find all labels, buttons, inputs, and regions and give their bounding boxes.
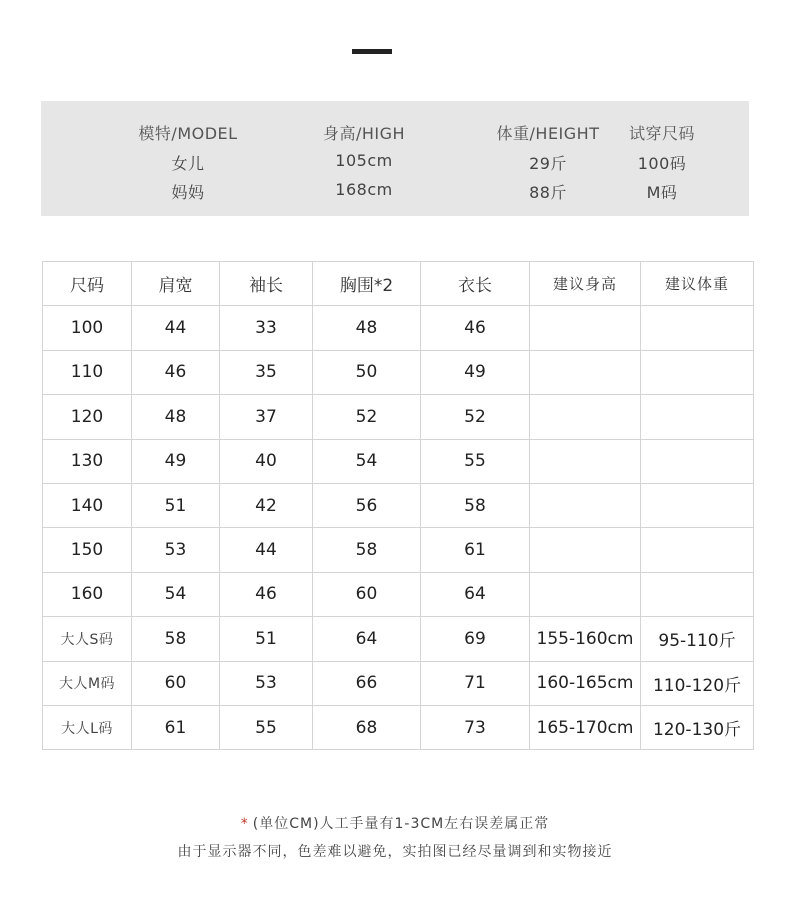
table-cell <box>641 439 754 483</box>
header-rec-height: 建议身高 <box>530 262 641 306</box>
table-cell: 50 <box>313 350 421 394</box>
model-cell: 女儿 <box>171 154 205 173</box>
table-cell: 33 <box>220 306 313 350</box>
table-cell: 60 <box>132 661 220 705</box>
table-cell: 60 <box>313 572 421 616</box>
table-cell <box>530 306 641 350</box>
model-column-name <box>103 101 273 216</box>
table-cell <box>530 439 641 483</box>
table-cell: 46 <box>132 350 220 394</box>
header-length: 衣长 <box>421 262 530 306</box>
table-cell <box>641 306 754 350</box>
table-cell: 48 <box>132 395 220 439</box>
table-row <box>43 306 754 350</box>
table-cell: 44 <box>220 528 313 572</box>
table-cell: 95-110斤 <box>641 617 754 661</box>
model-cell: 29斤 <box>529 154 567 173</box>
weight-header: 体重/HEIGHT <box>496 124 600 143</box>
table-cell <box>641 572 754 616</box>
table-cell: 35 <box>220 350 313 394</box>
table-cell: 61 <box>132 705 220 749</box>
table-cell: 54 <box>313 439 421 483</box>
table-cell: 120-130斤 <box>641 705 754 749</box>
model-cell: 105cm <box>335 151 393 170</box>
table-cell <box>530 572 641 616</box>
table-cell: 64 <box>313 617 421 661</box>
footnote-text-2: 由于显示器不同，色差难以避免，实拍图已经尽量调到和实物接近 <box>177 844 613 860</box>
table-cell: 110-120斤 <box>641 661 754 705</box>
table-cell: 48 <box>313 306 421 350</box>
table-cell: 51 <box>220 617 313 661</box>
table-cell: 55 <box>421 439 530 483</box>
table-cell: 52 <box>421 395 530 439</box>
table-cell <box>641 350 754 394</box>
table-cell: 140 <box>43 483 132 527</box>
header-chest: 胸围*2 <box>313 262 421 306</box>
table-cell: 66 <box>313 661 421 705</box>
table-cell: 44 <box>132 306 220 350</box>
table-cell: 51 <box>132 483 220 527</box>
model-cell: M码 <box>646 183 678 202</box>
table-cell: 160-165cm <box>530 661 641 705</box>
header-sleeve: 袖长 <box>220 262 313 306</box>
height-header: 身高/HIGH <box>322 124 406 143</box>
footnote-star: * <box>240 816 249 832</box>
model-cell: 88斤 <box>529 183 567 202</box>
table-cell: 大人L码 <box>43 705 132 749</box>
footnote-text-1: (单位CM)人工手量有1-3CM左右误差属正常 <box>252 816 550 832</box>
table-cell <box>530 350 641 394</box>
table-cell: 100 <box>43 306 132 350</box>
table-cell: 165-170cm <box>530 705 641 749</box>
table-cell: 55 <box>220 705 313 749</box>
table-row <box>43 483 754 527</box>
table-cell: 53 <box>220 661 313 705</box>
table-row <box>43 617 754 661</box>
table-cell: 58 <box>313 528 421 572</box>
table-cell: 42 <box>220 483 313 527</box>
table-row <box>43 572 754 616</box>
table-row <box>43 705 754 749</box>
table-cell: 155-160cm <box>530 617 641 661</box>
header-size: 尺码 <box>43 262 132 306</box>
model-header: 模特/MODEL <box>138 124 238 143</box>
model-cell: 妈妈 <box>171 183 205 202</box>
table-cell: 52 <box>313 395 421 439</box>
table-row <box>43 439 754 483</box>
table-cell <box>530 483 641 527</box>
table-cell: 40 <box>220 439 313 483</box>
table-cell: 54 <box>132 572 220 616</box>
table-cell: 46 <box>421 306 530 350</box>
size-table <box>42 261 754 750</box>
footnote-line-1 <box>0 813 790 833</box>
table-cell: 53 <box>132 528 220 572</box>
table-cell: 58 <box>132 617 220 661</box>
table-row <box>43 528 754 572</box>
table-cell: 150 <box>43 528 132 572</box>
table-cell: 71 <box>421 661 530 705</box>
table-cell: 160 <box>43 572 132 616</box>
table-cell: 61 <box>421 528 530 572</box>
table-cell: 130 <box>43 439 132 483</box>
footnote-line-2 <box>0 841 790 861</box>
table-cell: 大人M码 <box>43 661 132 705</box>
table-cell: 49 <box>132 439 220 483</box>
table-cell <box>641 395 754 439</box>
table-cell: 56 <box>313 483 421 527</box>
table-cell: 120 <box>43 395 132 439</box>
table-cell: 37 <box>220 395 313 439</box>
table-cell: 64 <box>421 572 530 616</box>
table-cell: 49 <box>421 350 530 394</box>
size-header: 试穿尺码 <box>628 124 695 143</box>
table-cell: 大人S码 <box>43 617 132 661</box>
table-row <box>43 395 754 439</box>
table-cell: 73 <box>421 705 530 749</box>
table-cell <box>641 483 754 527</box>
header-rec-weight: 建议体重 <box>641 262 754 306</box>
model-cell: 100码 <box>637 154 687 173</box>
table-cell: 69 <box>421 617 530 661</box>
table-cell <box>530 395 641 439</box>
model-cell: 168cm <box>335 180 393 199</box>
title-dash <box>352 49 392 54</box>
table-row <box>43 661 754 705</box>
model-info-panel <box>41 101 749 216</box>
table-row <box>43 350 754 394</box>
model-column-size <box>577 101 747 216</box>
table-header-row <box>43 262 754 306</box>
model-column-height <box>279 101 449 216</box>
table-cell: 110 <box>43 350 132 394</box>
header-shoulder: 肩宽 <box>132 262 220 306</box>
table-cell: 58 <box>421 483 530 527</box>
table-cell <box>641 528 754 572</box>
table-cell <box>530 528 641 572</box>
table-cell: 46 <box>220 572 313 616</box>
table-cell: 68 <box>313 705 421 749</box>
